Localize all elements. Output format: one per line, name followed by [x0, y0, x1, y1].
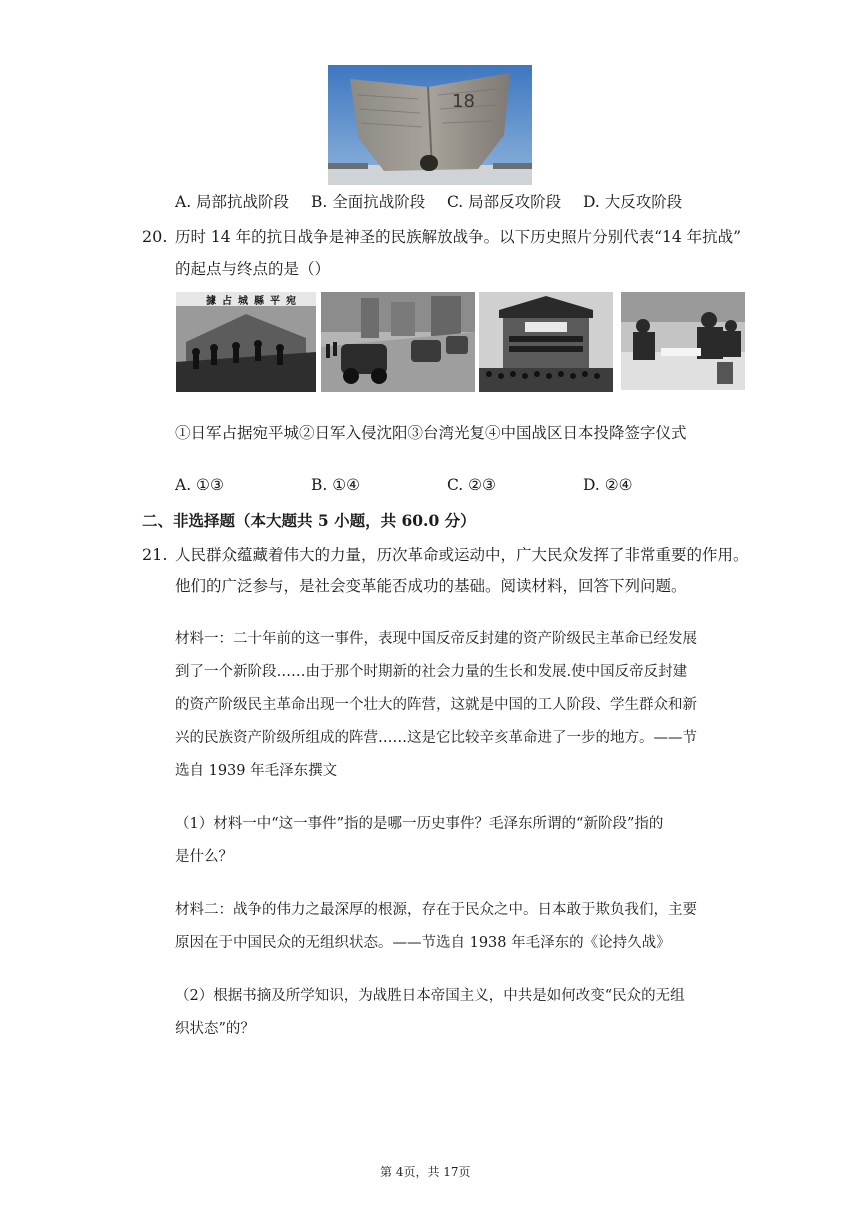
material2-line: 材料二：战争的伟力之最深厚的根源，存在于民众之中。日本敢于欺负我们，主要 [175, 902, 697, 918]
sub-question-1-line: （1）材料一中“这一事件”指的是哪一历史事件？毛泽东所谓的“新阶段”指的 [175, 816, 664, 832]
material1-line: 的资产阶级民主革命出现一个壮大的阵营，这就是中国的工人阶段、学生群众和新 [175, 697, 697, 713]
q21-stem-line2: 他们的广泛参与，是社会变革能否成功的基础。阅读材料，回答下列问题。 [175, 577, 687, 595]
sub-question-1-line: 是什么？ [175, 849, 233, 865]
q20-photo-2 [321, 292, 475, 392]
material1-line: 选自 1939 年毛泽东撰文 [175, 763, 338, 779]
material1-line: 到了一个新阶段……由于那个时期新的社会力量的生长和发展.使中国反帝反封建 [175, 664, 688, 680]
q20-photo-4 [621, 292, 745, 390]
sub-question-2-line: 织状态”的？ [175, 1021, 255, 1037]
q19-option-c: C. 局部反攻阶段 [447, 193, 562, 211]
q20-option-a: A. ①③ [175, 476, 224, 494]
material1-line: 兴的民族资产阶级所组成的阵营……这是它比较辛亥革命进了一步的地方。——节 [175, 730, 697, 746]
q20-stem-line2: 的起点与终点的是（） [175, 260, 331, 278]
monument-photo [328, 65, 532, 185]
section-2-title: 二、非选择题（本大题共 5 小题，共 60.0 分） [142, 511, 476, 530]
material1-line: 材料一：二十年前的这一事件，表现中国反帝反封建的资产阶级民主革命已经发展 [175, 631, 697, 647]
material2-line: 原因在于中国民众的无组织状态。——节选自 1938 年毛泽东的《论持久战》 [175, 935, 671, 951]
q21-stem-line1: 人民群众蕴藏着伟大的力量，历次革命或运动中，广大民众发挥了非常重要的作用。 [175, 546, 749, 564]
q20-option-b: B. ①④ [311, 476, 361, 494]
q19-option-d: D. 大反攻阶段 [583, 193, 683, 211]
q20-option-d: D. ②④ [583, 476, 633, 494]
q19-option-a: A. 局部抗战阶段 [175, 193, 290, 211]
q20-photo-3 [479, 292, 613, 392]
q20-stem-line1: 历时 14 年的抗日战争是神圣的民族解放战争。以下历史照片分别代表“14 年抗战” [175, 228, 742, 246]
q20-option-c: C. ②③ [447, 476, 496, 494]
monument-number: 18 [452, 91, 475, 112]
sub-question-2-line: （2）根据书摘及所学知识，为战胜日本帝国主义，中共是如何改变“民众的无组 [175, 988, 685, 1004]
q19-option-b: B. 全面抗战阶段 [311, 193, 426, 211]
q20-number: 20. [142, 227, 168, 246]
q20-photo-1 [176, 292, 316, 392]
page-footer: 第 4页，共 17页 [380, 1165, 471, 1179]
q21-number: 21. [142, 545, 168, 564]
q20-photo-1-caption: 據占城縣平宛 [206, 296, 302, 307]
q20-photo-labels: ①日军占据宛平城②日军入侵沈阳③台湾光复④中国战区日本投降签字仪式 [175, 424, 687, 442]
